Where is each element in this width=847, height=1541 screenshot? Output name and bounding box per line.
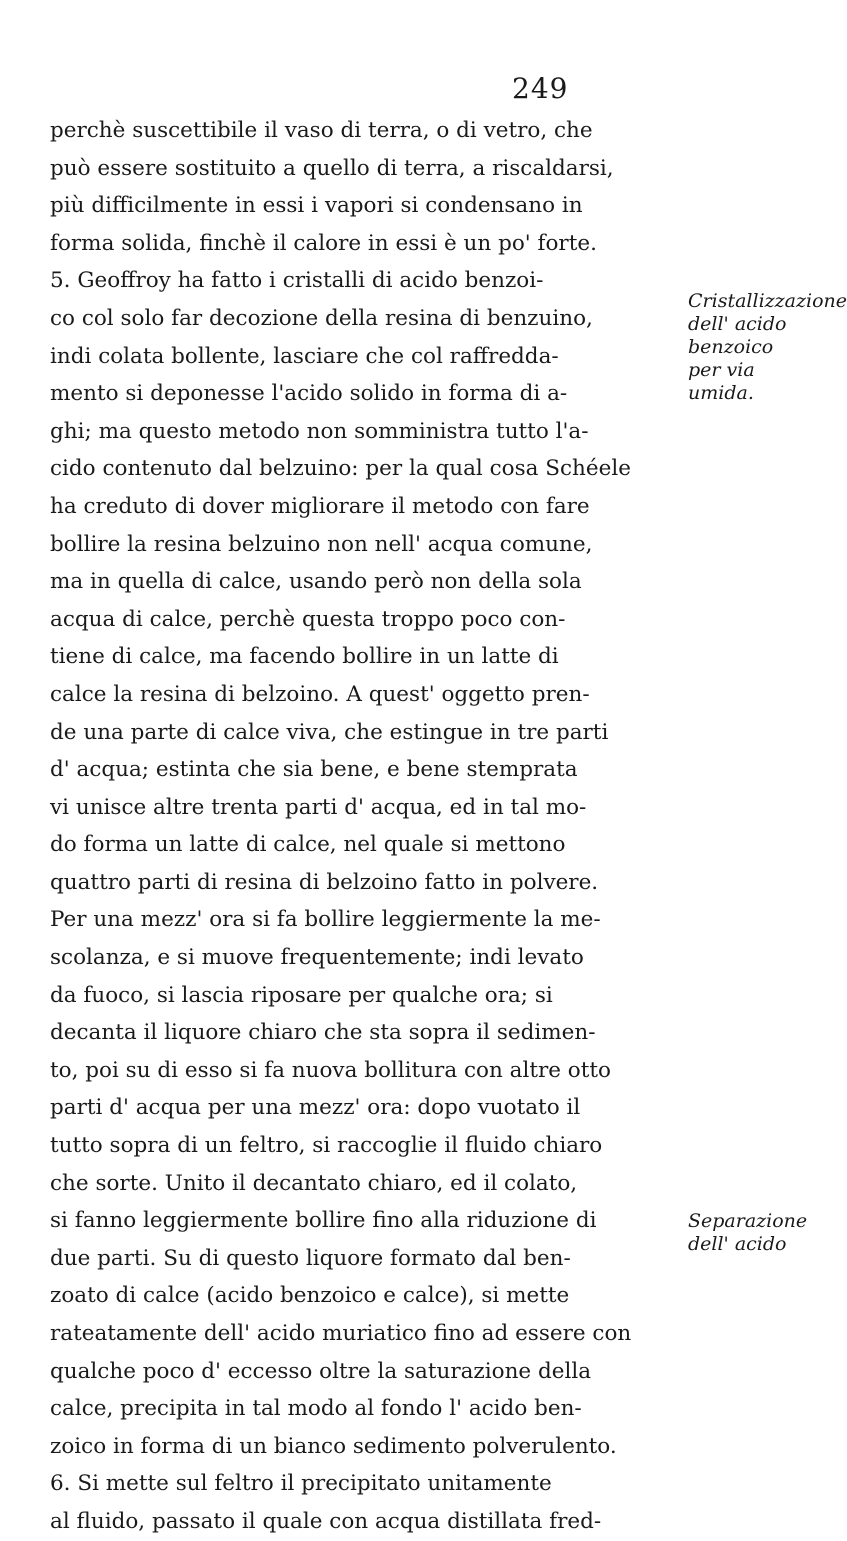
text-line: co col solo far decozione della resina di benzuino, — [50, 305, 593, 331]
text-line: vi unisce altre trenta parti d' acqua, ed in tal mo- — [50, 794, 587, 820]
text-line: ha creduto di dover migliorare il metodo con fare — [50, 493, 590, 519]
text-line: 6. Si mette sul feltro il precipitato unitamente — [50, 1471, 552, 1497]
text-line: che sorte. Unito il decantato chiaro, ed il colato, — [50, 1170, 578, 1196]
text-line: da fuoco, si lascia riposare per qualche ora; si — [50, 982, 553, 1008]
text-line: ghi; ma questo metodo non somministra tutto l'a- — [50, 418, 589, 444]
page-number: 249 — [512, 72, 569, 105]
text-line: più difficilmente in essi i vapori si condensano in — [50, 193, 583, 219]
text-line: ma in quella di calce, usando però non della sola — [50, 569, 582, 595]
text-line: calce, precipita in tal modo al fondo l' acido ben- — [50, 1396, 582, 1422]
text-line: indi colata bollente, lasciare che col raffredda- — [50, 343, 559, 369]
text-line: to, poi su di esso si fa nuova bollitura con altre otto — [50, 1057, 611, 1083]
text-line: forma solida, finchè il calore in essi è un po' forte. — [50, 230, 597, 256]
text-line: zoato di calce (acido benzoico e calce), si mette — [50, 1283, 570, 1309]
text-line: de una parte di calce viva, che estingue in tre parti — [50, 719, 609, 745]
text-line: bollire la resina belzuino non nell' acqua comune, — [50, 531, 593, 557]
text-line: acqua di calce, perchè questa troppo poco con- — [50, 606, 566, 632]
text-line: tiene di calce, ma facendo bollire in un latte di — [50, 644, 559, 670]
text-line: 5. Geoffroy ha fatto i cristalli di acido benzoi- — [50, 268, 544, 294]
text-line: scolanza, e si muove frequentemente; indi levato — [50, 945, 584, 971]
margin-note-crystallization: Cristallizzazione dell' acido benzoico per via umida. — [688, 290, 847, 404]
text-line: rateatamente dell' acido muriatico fino ad essere con — [50, 1321, 632, 1346]
text-line: d' acqua; estinta che sia bene, e bene stemprata — [50, 757, 578, 783]
text-line: zoico in forma di un bianco sedimento polverulento. — [50, 1433, 617, 1459]
text-line: si fanno leggiermente bollire fino alla riduzione di — [50, 1208, 597, 1234]
text-line: quattro parti di resina di belzoino fatto in polvere. — [50, 869, 599, 895]
text-line: al fluido, passato il quale con acqua distillata fred- — [50, 1508, 602, 1534]
text-line: cido contenuto dal belzuino: per la qual cosa Schéele — [50, 456, 631, 482]
text-line: può essere sostituito a quello di terra, a riscaldarsi, — [50, 155, 614, 181]
text-line: mento si deponesse l'acido solido in forma di a- — [50, 381, 568, 407]
text-line: perchè suscettibile il vaso di terra, o di vetro, che — [50, 118, 593, 143]
text-line: parti d' acqua per una mezz' ora: dopo vuotato il — [50, 1095, 581, 1121]
body-text — [50, 112, 670, 1541]
text-line: Per una mezz' ora si fa bollire leggiermente la me- — [50, 907, 601, 933]
text-line: qualche poco d' eccesso oltre la saturazione della — [50, 1358, 592, 1384]
text-line: decanta il liquore chiaro che sta sopra il sedimen- — [50, 1020, 596, 1046]
text-line: calce la resina di belzoino. A quest' oggetto pren- — [50, 681, 590, 707]
text-line: tutto sopra di un feltro, si raccoglie il fluido chiaro — [50, 1133, 603, 1159]
margin-note-separation: Separazione dell' acido — [688, 1210, 808, 1255]
text-line: do forma un latte di calce, nel quale si mettono — [50, 832, 566, 858]
text-line: due parti. Su di questo liquore formato dal ben- — [50, 1245, 571, 1271]
